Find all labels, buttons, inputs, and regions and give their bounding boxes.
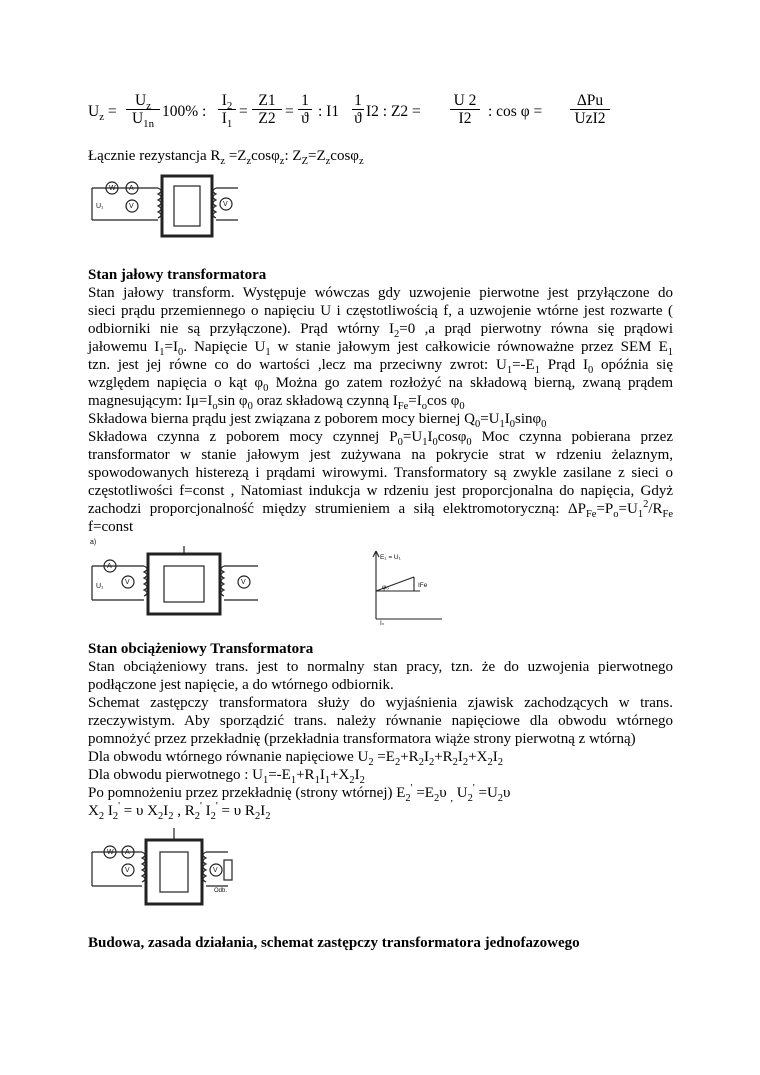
para-line: zachodzi proporcjonalność między strumieniem a siłą elektromotoryczną: $\Delta P_{Fe}=P_o=U_1^2/R_{Fe}$ — [88, 499, 673, 520]
para-line: względem napięcia o kąt $\varphi_0$ Można go zatem rozłożyć na składową bierną, zwaną prądem — [88, 375, 674, 394]
circuit-diagram-svg-2 — [88, 536, 264, 628]
fig3-label-w: W — [107, 849, 114, 856]
para-line: Dla obwodu pierwotnego : $U_1=-E_1+R_1I_1+X_2I_2$ — [88, 767, 365, 786]
uz-fraction: $\frac{U_z}{U_{1n}}$ — [126, 92, 160, 127]
para-line: Stan obciążeniowy trans. jest to normalny stan pracy, tzn. że do uzwojenia pierwotnego — [88, 659, 673, 675]
fig3-label-v2: V — [213, 867, 218, 874]
para-line: sieci prądu przemiennego o napięciu U i częstotliwością f, a uzwojenie wtórne jest rozwarte ( — [88, 303, 673, 319]
para-line: Schemat zastępczy transformatora służy do wyjaśnienia zjawisk zachodzących w trans. — [88, 695, 673, 711]
para-line: spowodowanych histerezą i prądami wirowymi. Transformatory są zwykle zasilane z sieci o — [88, 465, 673, 481]
para-line: Po pomnożeniu przez przekładnię (strony wtórnej) $E_2' =E_2\upsilon$ $_,$ $U_2' =U_2\upsilon$ — [88, 783, 511, 804]
resistance-line: Łącznie rezystancja $R_z =Z_z\cos\varphi_z$: $Z_Z=Z_z\cos\varphi_z$ — [88, 148, 364, 167]
para-line: podłączone jest napięcie, a do wtórnego odbiornik. — [88, 677, 394, 693]
fig3-label-odb: Odb. — [214, 888, 228, 894]
u2-i2-fraction: $\frac{U 2}{I2}$ — [450, 92, 480, 127]
fig3-label-v: V — [125, 867, 130, 874]
section-title-no-load: Stan jałowy transformatora — [88, 267, 267, 283]
current-ratio-fraction: $\frac{I_2}{I_1}$ — [218, 92, 236, 127]
para-line: częstotliwości f=const , Natomiast indukcja w rdzeniu jest proporcjonalna do napięcia, Gdyż — [88, 483, 673, 499]
fig1-label-u1: U₁ — [96, 203, 104, 210]
fig2-label-u1: U₁ — [96, 583, 104, 590]
transformer-circuit-diagram-2 — [88, 536, 264, 628]
phasor-label-ife: IFe — [418, 582, 428, 589]
para-line: Składowa czynna z poborem mocy czynnej $P_0=U_1I_0\cos\varphi_0$ Moc czynna pobierana przez — [88, 429, 674, 448]
i2-z2-text: I2 : Z2 = — [366, 103, 421, 120]
circuit-diagram-svg-3 — [88, 822, 234, 914]
section-title-load: Stan obciążeniowy Transformatora — [88, 641, 314, 657]
section-title-construction: Budowa, zasada działania, schemat zastępczy transformatora jednofazowego — [88, 935, 580, 951]
para-line: transformator w stanie jałowym jest zużywana na pokrycie strat w rdzeniu żelaznym, — [88, 447, 673, 463]
phasor-label-e1: E₁ = U₁ — [380, 554, 401, 561]
fig2-label-v2: V — [241, 579, 246, 586]
para-line: pomnożyć przez przekładnię (przekładnia transformatora wiąże strony pierwotną z wtórną) — [88, 731, 636, 747]
phasor-diagram — [368, 547, 446, 625]
transformer-circuit-diagram-1 — [88, 170, 240, 244]
transformer-formulas — [88, 90, 648, 136]
para-line: rzeczywistym. Aby sporządzić trans. należy równanie napięciowe dla obwodu wtórnego — [88, 713, 673, 729]
para-line: magnesującym: $I\mu=I_o\sin$ $\varphi_0$ oraz składową czynną $I_{Fe}=I_o\cos$ $\varphi_0$ — [88, 393, 465, 412]
fig2-label-v: V — [125, 579, 130, 586]
phasor-label-i0: I₀ — [380, 620, 385, 625]
fig2-label-a-part: a) — [90, 539, 97, 546]
power-loss-fraction: ΔPu UzI2 — [570, 92, 610, 127]
percent-text: 100% : — [162, 103, 207, 120]
para-line: tzn. jest jej równe co do wartości ,lecz ma przeciwny zwrot: $U_1=-E_1$ Prąd $I_0$ opóźnia się — [88, 357, 673, 376]
fig1-label-v: V — [129, 203, 134, 210]
cos-phi-text: : cos φ = — [488, 103, 543, 120]
para-line: f=const — [88, 519, 134, 535]
fig3-label-a: A — [125, 849, 130, 856]
phasor-label-phi0: φ₀ — [382, 584, 389, 591]
eq-2: = — [285, 103, 294, 120]
inverse-theta-fraction: $\frac{1}{ϑ}$ — [298, 92, 312, 127]
phasor-diagram-svg — [368, 547, 446, 625]
fig1-label-v2: V — [223, 201, 228, 208]
eq-1: = — [239, 103, 248, 120]
para-line: $X_2$ $I_2' = \upsilon$ $X_2I_2$ , $R_2'$ $I_2' = \upsilon$ $R_2I_2$ — [88, 801, 271, 822]
fig1-label-w: W — [109, 185, 116, 192]
fig2-label-a: A — [107, 563, 112, 570]
circuit-diagram-svg-1 — [88, 170, 240, 244]
inverse-theta-fraction-2: $\frac{1}{ϑ}$ — [352, 92, 364, 127]
para-line: Dla obwodu wtórnego równanie napięciowe $U_2 =E_2+R_2I_2+R_2I_2+X_2I_2$ — [88, 749, 503, 768]
uz-lhs: $U_z$ = — [88, 103, 117, 124]
impedance-ratio-fraction: $\frac{Z1}{Z2}$ — [252, 92, 282, 127]
colon-i1: : I1 — [318, 103, 340, 120]
transformer-circuit-diagram-3 — [88, 822, 234, 914]
para-line: jałowemu $I_1=I_0$. Napięcie $U_1$ w stanie jałowym jest całkowicie równoważne przez SEM $E_1$ — [88, 339, 673, 358]
para-line: Stan jałowy transform. Występuje wówczas gdy uzwojenie pierwotne jest przyłączone do — [88, 285, 673, 301]
para-line: Składowa bierna prądu jest związana z poborem mocy biernej $Q_0=U_1I_0\sin\varphi_0$ — [88, 411, 547, 430]
para-line: odbiorniki nie są przyłączone). Prąd wtórny $I_2=0$ ,a prąd pierwotny równa się prądowi — [88, 321, 673, 340]
fig1-label-a: A — [129, 185, 134, 192]
